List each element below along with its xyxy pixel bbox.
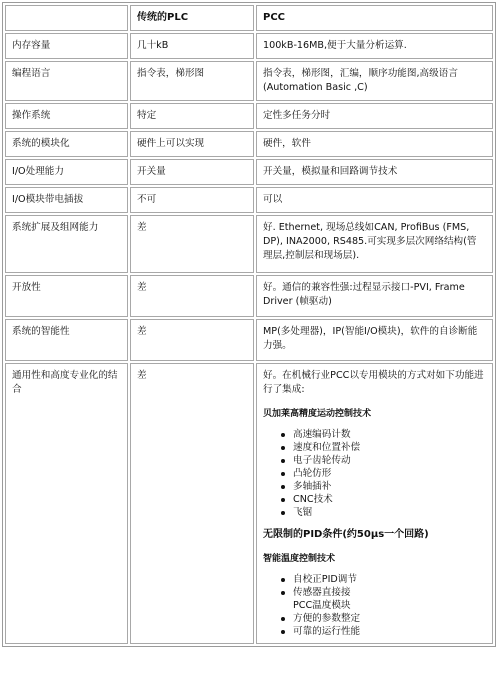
plc-cell: 硬件上可以实现 — [130, 131, 254, 157]
pcc-cell: 开关量，模拟量和回路调节技术 — [256, 159, 493, 185]
table-row — [5, 215, 493, 273]
list-item: 速度和位置补偿 — [293, 441, 486, 454]
plc-cell: 几十kB — [130, 33, 254, 59]
list-item-line: 传感器直接接 — [293, 587, 351, 598]
feature-cell: 内存容量 — [5, 33, 128, 59]
list-item: 电子齿轮传动 — [293, 454, 486, 467]
pcc-cell: 100kB-16MB,便于大量分析运算. — [256, 33, 493, 59]
pcc-cell: MP(多处理器)，IP(智能I/O模块)，软件的自诊断能力强。 — [256, 319, 493, 361]
pid-line: 无限制的PID条件(约50µs一个回路) — [263, 529, 429, 540]
feature-cell: I/O处理能力 — [5, 159, 128, 185]
feature-cell: 系统扩展及组网能力 — [5, 215, 128, 273]
pcc-cell: 硬件，软件 — [256, 131, 493, 157]
header-row — [5, 5, 493, 31]
motion-control-title: 贝加莱高精度运动控制技术 — [263, 409, 372, 419]
table-row — [5, 363, 493, 644]
list-item: 自校正PID调节 — [293, 573, 486, 586]
header-pcc: PCC — [256, 5, 493, 31]
temperature-control-title: 智能温度控制技术 — [263, 554, 336, 564]
integration-intro: 好。在机械行业PCC以专用模块的方式对如下功能进行了集成: — [263, 370, 484, 395]
pcc-cell: 好. Ethernet, 现场总线如CAN, ProfiBus (FMS, DP), INA2000, RS485.可实现多层次网络结构(管理层,控制层和现场层). — [256, 215, 493, 273]
list-item: 可靠的运行性能 — [293, 625, 486, 638]
table-row — [5, 61, 493, 101]
list-item: 方便的参数整定 — [293, 612, 486, 625]
list-item — [293, 586, 486, 612]
list-item: 多轴插补 — [293, 480, 486, 493]
pcc-cell: 好。通信的兼容性强:过程显示接口-PVI, Frame Driver (帧驱动) — [256, 275, 493, 317]
list-item-line: PCC温度模块 — [293, 600, 351, 611]
table-row — [5, 103, 493, 129]
motion-control-list — [263, 428, 486, 519]
list-item: 凸轮仿形 — [293, 467, 486, 480]
plc-cell: 差 — [130, 275, 254, 317]
table-row — [5, 131, 493, 157]
feature-cell: I/O模块带电插拔 — [5, 187, 128, 213]
header-plc: 传统的PLC — [130, 5, 254, 31]
plc-cell: 差 — [130, 363, 254, 644]
list-item: 飞锯 — [293, 506, 486, 519]
feature-cell: 系统的智能性 — [5, 319, 128, 361]
list-item: CNC技术 — [293, 493, 486, 506]
plc-cell: 特定 — [130, 103, 254, 129]
temperature-control-list — [263, 573, 486, 638]
table-row — [5, 33, 493, 59]
plc-cell: 开关量 — [130, 159, 254, 185]
feature-cell: 系统的模块化 — [5, 131, 128, 157]
plc-cell: 差 — [130, 215, 254, 273]
plc-cell: 不可 — [130, 187, 254, 213]
comparison-table — [2, 2, 496, 647]
table-row — [5, 187, 493, 213]
feature-cell: 通用性和高度专业化的结合 — [5, 363, 128, 644]
table-row — [5, 275, 493, 317]
feature-cell: 编程语言 — [5, 61, 128, 101]
header-empty — [5, 5, 128, 31]
pcc-cell: 定性多任务分时 — [256, 103, 493, 129]
table-row — [5, 159, 493, 185]
plc-cell: 差 — [130, 319, 254, 361]
feature-cell: 开放性 — [5, 275, 128, 317]
list-item: 高速编码计数 — [293, 428, 486, 441]
plc-cell: 指令表，梯形图 — [130, 61, 254, 101]
pcc-cell: 指令表，梯形图，汇编，顺序功能图,高级语言(Automation Basic ,C) — [256, 61, 493, 101]
pcc-cell: 可以 — [256, 187, 493, 213]
table-row — [5, 319, 493, 361]
feature-cell: 操作系统 — [5, 103, 128, 129]
pcc-detail-cell — [256, 363, 493, 644]
